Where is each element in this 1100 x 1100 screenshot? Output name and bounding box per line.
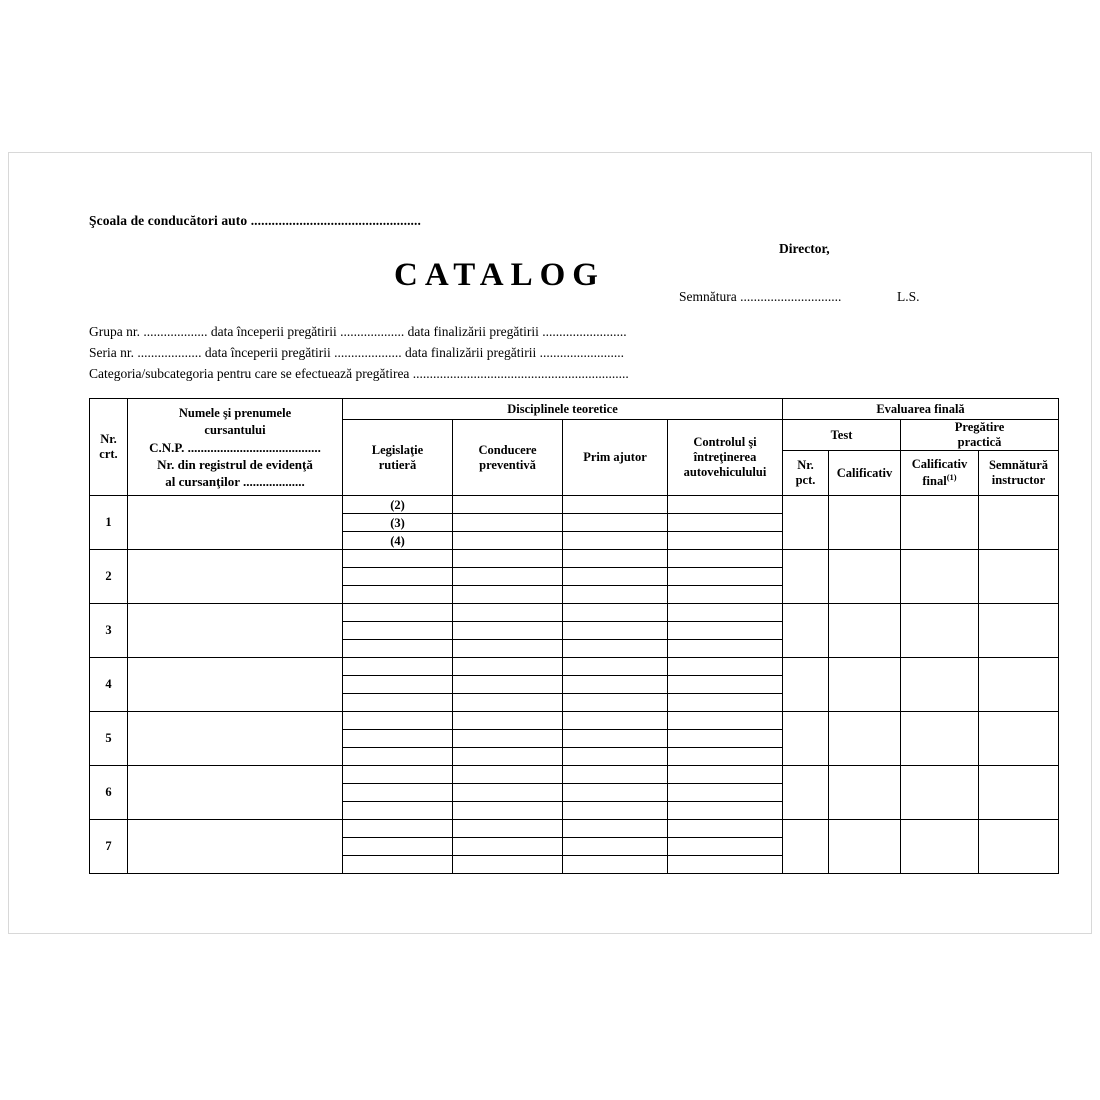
cell-control[interactable]	[668, 532, 783, 550]
cell-control[interactable]	[668, 622, 783, 640]
cell-legislatie[interactable]	[343, 622, 453, 640]
header-student-reg-l1: Nr. din registrul de evidenţă	[157, 456, 313, 472]
cell-semnatura-instructor[interactable]	[979, 766, 1059, 820]
cell-legislatie[interactable]: (4)	[343, 532, 453, 550]
title-row	[89, 229, 1069, 315]
cell-prim-ajutor[interactable]	[563, 748, 668, 766]
cell-conducere[interactable]	[453, 586, 563, 604]
cell-legislatie[interactable]	[343, 658, 453, 676]
header-nr-pct-l1: Nr.	[797, 458, 814, 472]
cell-nr-pct[interactable]	[783, 820, 829, 874]
document-sheet	[8, 152, 1092, 934]
cell-legislatie[interactable]	[343, 550, 453, 568]
table-row[interactable]	[90, 766, 1059, 784]
meta-line-seria: Seria nr. ................... data începerii pregătirii .................... data finalizării pregătirii .........................	[89, 345, 624, 360]
cell-prim-ajutor[interactable]	[563, 640, 668, 658]
header-calificativ-final-l2: final	[922, 474, 947, 489]
header-semnatura-l1: Semnătură	[988, 458, 1049, 472]
cell-nr-pct[interactable]	[783, 550, 829, 604]
cell-student[interactable]	[128, 820, 343, 874]
cell-conducere[interactable]	[453, 802, 563, 820]
cell-prim-ajutor[interactable]	[563, 784, 668, 802]
cell-legislatie[interactable]	[343, 640, 453, 658]
cell-control[interactable]	[668, 514, 783, 532]
cell-prim-ajutor[interactable]	[563, 514, 668, 532]
header-legislatie-l2: rutieră	[378, 457, 417, 472]
cell-calificativ[interactable]	[829, 820, 901, 874]
cell-control[interactable]	[668, 496, 783, 514]
table-row[interactable]	[90, 712, 1059, 730]
cell-conducere[interactable]	[453, 622, 563, 640]
cell-prim-ajutor[interactable]	[563, 550, 668, 568]
cell-calificativ[interactable]	[829, 658, 901, 712]
cell-semnatura-instructor[interactable]	[979, 604, 1059, 658]
header-conducere-l1: Conducere	[478, 442, 537, 457]
header-conducere	[453, 420, 563, 496]
meta-lines	[89, 321, 1069, 384]
cell-calificativ-final[interactable]	[901, 766, 979, 820]
cell-calificativ-final[interactable]	[901, 550, 979, 604]
cell-nr-pct[interactable]	[783, 496, 829, 550]
header-student-l2: cursantului	[204, 422, 266, 437]
cell-legislatie[interactable]: (3)	[343, 514, 453, 532]
cell-conducere[interactable]	[453, 784, 563, 802]
cell-legislatie[interactable]	[343, 730, 453, 748]
cell-semnatura-instructor[interactable]	[979, 550, 1059, 604]
cell-prim-ajutor[interactable]	[563, 568, 668, 586]
cell-conducere[interactable]	[453, 568, 563, 586]
cell-legislatie[interactable]	[343, 712, 453, 730]
cell-conducere[interactable]	[453, 676, 563, 694]
cell-legislatie[interactable]	[343, 748, 453, 766]
cell-control[interactable]	[668, 784, 783, 802]
director-label: Director,	[779, 241, 830, 256]
header-final-group: Evaluarea finală	[783, 399, 1059, 420]
cell-semnatura-instructor[interactable]	[979, 496, 1059, 550]
header-student-reg-l2: al cursanţilor ...................	[165, 473, 305, 489]
header-nr-pct-l2: pct.	[795, 473, 816, 487]
cell-conducere[interactable]	[453, 550, 563, 568]
header-legislatie	[343, 420, 453, 496]
cell-control[interactable]	[668, 766, 783, 784]
header-semnatura-instructor	[979, 451, 1059, 496]
cell-student[interactable]	[128, 604, 343, 658]
cell-prim-ajutor[interactable]	[563, 532, 668, 550]
cell-prim-ajutor[interactable]	[563, 766, 668, 784]
cell-nr-pct[interactable]	[783, 712, 829, 766]
cell-conducere[interactable]	[453, 532, 563, 550]
cell-conducere[interactable]	[453, 856, 563, 874]
cell-legislatie[interactable]	[343, 856, 453, 874]
catalog-table	[89, 398, 1059, 874]
row-number: 2	[90, 550, 128, 604]
cell-legislatie[interactable]	[343, 694, 453, 712]
cell-control[interactable]	[668, 550, 783, 568]
header-legislatie-l1: Legislaţie	[371, 442, 424, 457]
cell-conducere[interactable]	[453, 766, 563, 784]
cell-conducere[interactable]	[453, 496, 563, 514]
cell-control[interactable]	[668, 694, 783, 712]
cell-legislatie[interactable]	[343, 604, 453, 622]
header-conducere-l2: preventivă	[479, 457, 536, 472]
cell-control[interactable]	[668, 586, 783, 604]
header-student-cnp: C.N.P. .........................................	[149, 439, 321, 455]
cell-legislatie[interactable]	[343, 766, 453, 784]
header-nr-pct	[783, 451, 829, 496]
cell-calificativ-final[interactable]	[901, 712, 979, 766]
signature-label: Semnătura ..............................	[679, 289, 842, 304]
cell-prim-ajutor[interactable]	[563, 856, 668, 874]
cell-semnatura-instructor[interactable]	[979, 658, 1059, 712]
cell-control[interactable]	[668, 568, 783, 586]
cell-conducere[interactable]	[453, 730, 563, 748]
cell-nr-pct[interactable]	[783, 766, 829, 820]
cell-legislatie[interactable]	[343, 586, 453, 604]
cell-legislatie[interactable]	[343, 820, 453, 838]
cell-prim-ajutor[interactable]	[563, 694, 668, 712]
school-name-line: Şcoala de conducători auto .................................................	[89, 213, 421, 228]
cell-prim-ajutor[interactable]	[563, 676, 668, 694]
cell-control[interactable]	[668, 676, 783, 694]
row-number: 4	[90, 658, 128, 712]
header-semnatura-l2: instructor	[991, 473, 1046, 487]
cell-control[interactable]	[668, 802, 783, 820]
cell-conducere[interactable]	[453, 514, 563, 532]
meta-line-grupa: Grupa nr. ................... data începerii pregătirii ................... data finalizării pregătirii .........................	[89, 324, 627, 339]
cell-conducere[interactable]	[453, 694, 563, 712]
cell-prim-ajutor[interactable]	[563, 838, 668, 856]
cell-student[interactable]	[128, 496, 343, 550]
cell-control[interactable]	[668, 856, 783, 874]
cell-control[interactable]	[668, 820, 783, 838]
cell-control[interactable]	[668, 712, 783, 730]
table-row[interactable]	[90, 496, 1059, 514]
row-number: 5	[90, 712, 128, 766]
header-student-l1: Numele şi prenumele	[178, 405, 292, 420]
cell-calificativ-final[interactable]	[901, 496, 979, 550]
cell-prim-ajutor[interactable]	[563, 586, 668, 604]
cell-calificativ-final[interactable]	[901, 820, 979, 874]
cell-conducere[interactable]	[453, 712, 563, 730]
header-nr-crt-l1: Nr.	[100, 432, 117, 446]
cell-conducere[interactable]	[453, 748, 563, 766]
cell-legislatie[interactable]	[343, 676, 453, 694]
header-control-l3: autovehiculului	[683, 465, 767, 479]
cell-calificativ[interactable]	[829, 604, 901, 658]
cell-calificativ-final[interactable]	[901, 658, 979, 712]
table-row[interactable]	[90, 550, 1059, 568]
catalog-table-body	[90, 496, 1059, 874]
cell-control[interactable]	[668, 748, 783, 766]
cell-legislatie[interactable]: (2)	[343, 496, 453, 514]
cell-control[interactable]	[668, 658, 783, 676]
cell-calificativ[interactable]	[829, 496, 901, 550]
header-calificativ: Calificativ	[829, 451, 901, 496]
cell-calificativ[interactable]	[829, 766, 901, 820]
row-number: 6	[90, 766, 128, 820]
cell-legislatie[interactable]	[343, 784, 453, 802]
cell-prim-ajutor[interactable]	[563, 658, 668, 676]
header-control-l1: Controlul şi	[693, 435, 757, 449]
cell-nr-pct[interactable]	[783, 658, 829, 712]
cell-conducere[interactable]	[453, 820, 563, 838]
header-prim-ajutor: Prim ajutor	[563, 420, 668, 496]
table-row[interactable]	[90, 820, 1059, 838]
header-calificativ-final	[901, 451, 979, 496]
cell-prim-ajutor[interactable]	[563, 496, 668, 514]
cell-prim-ajutor[interactable]	[563, 802, 668, 820]
cell-control[interactable]	[668, 730, 783, 748]
cell-nr-pct[interactable]	[783, 604, 829, 658]
cell-prim-ajutor[interactable]	[563, 622, 668, 640]
header-calificativ-final-l1: Calificativ	[911, 456, 968, 471]
row-number: 7	[90, 820, 128, 874]
ls-label: L.S.	[897, 289, 920, 304]
cell-semnatura-instructor[interactable]	[979, 712, 1059, 766]
header-calificativ-final-footnote: (1)	[946, 471, 957, 482]
cell-conducere[interactable]	[453, 640, 563, 658]
header-test-group: Test	[783, 420, 901, 451]
cell-student[interactable]	[128, 766, 343, 820]
header-control-l2: întreţinerea	[693, 450, 757, 464]
row-number: 3	[90, 604, 128, 658]
cell-calificativ-final[interactable]	[901, 604, 979, 658]
cell-student[interactable]	[128, 712, 343, 766]
document-body	[89, 213, 1069, 874]
row-number: 1	[90, 496, 128, 550]
cell-prim-ajutor[interactable]	[563, 604, 668, 622]
header-practice-group	[901, 420, 1059, 451]
table-row[interactable]	[90, 658, 1059, 676]
header-nr-crt	[90, 399, 128, 496]
cell-student[interactable]	[128, 550, 343, 604]
header-theory-group: Disciplinele teoretice	[343, 399, 783, 420]
cell-control[interactable]	[668, 838, 783, 856]
cell-prim-ajutor[interactable]	[563, 712, 668, 730]
meta-line-categoria: Categoria/subcategoria pentru care se efectuează pregătirea ................................................................	[89, 366, 629, 381]
cell-conducere[interactable]	[453, 604, 563, 622]
cell-semnatura-instructor[interactable]	[979, 820, 1059, 874]
cell-control[interactable]	[668, 604, 783, 622]
cell-prim-ajutor[interactable]	[563, 730, 668, 748]
cell-calificativ[interactable]	[829, 550, 901, 604]
header-control	[668, 420, 783, 496]
cell-conducere[interactable]	[453, 658, 563, 676]
page-title: CATALOG	[394, 257, 605, 293]
cell-legislatie[interactable]	[343, 802, 453, 820]
cell-legislatie[interactable]	[343, 568, 453, 586]
table-row[interactable]	[90, 604, 1059, 622]
header-practice-l2: practică	[957, 435, 1002, 449]
header-nr-crt-l2: crt.	[99, 447, 118, 461]
cell-control[interactable]	[668, 640, 783, 658]
cell-conducere[interactable]	[453, 838, 563, 856]
cell-student[interactable]	[128, 658, 343, 712]
cell-legislatie[interactable]	[343, 838, 453, 856]
header-student	[128, 399, 343, 496]
cell-calificativ[interactable]	[829, 712, 901, 766]
header-practice-l1: Pregătire	[954, 420, 1005, 434]
cell-prim-ajutor[interactable]	[563, 820, 668, 838]
